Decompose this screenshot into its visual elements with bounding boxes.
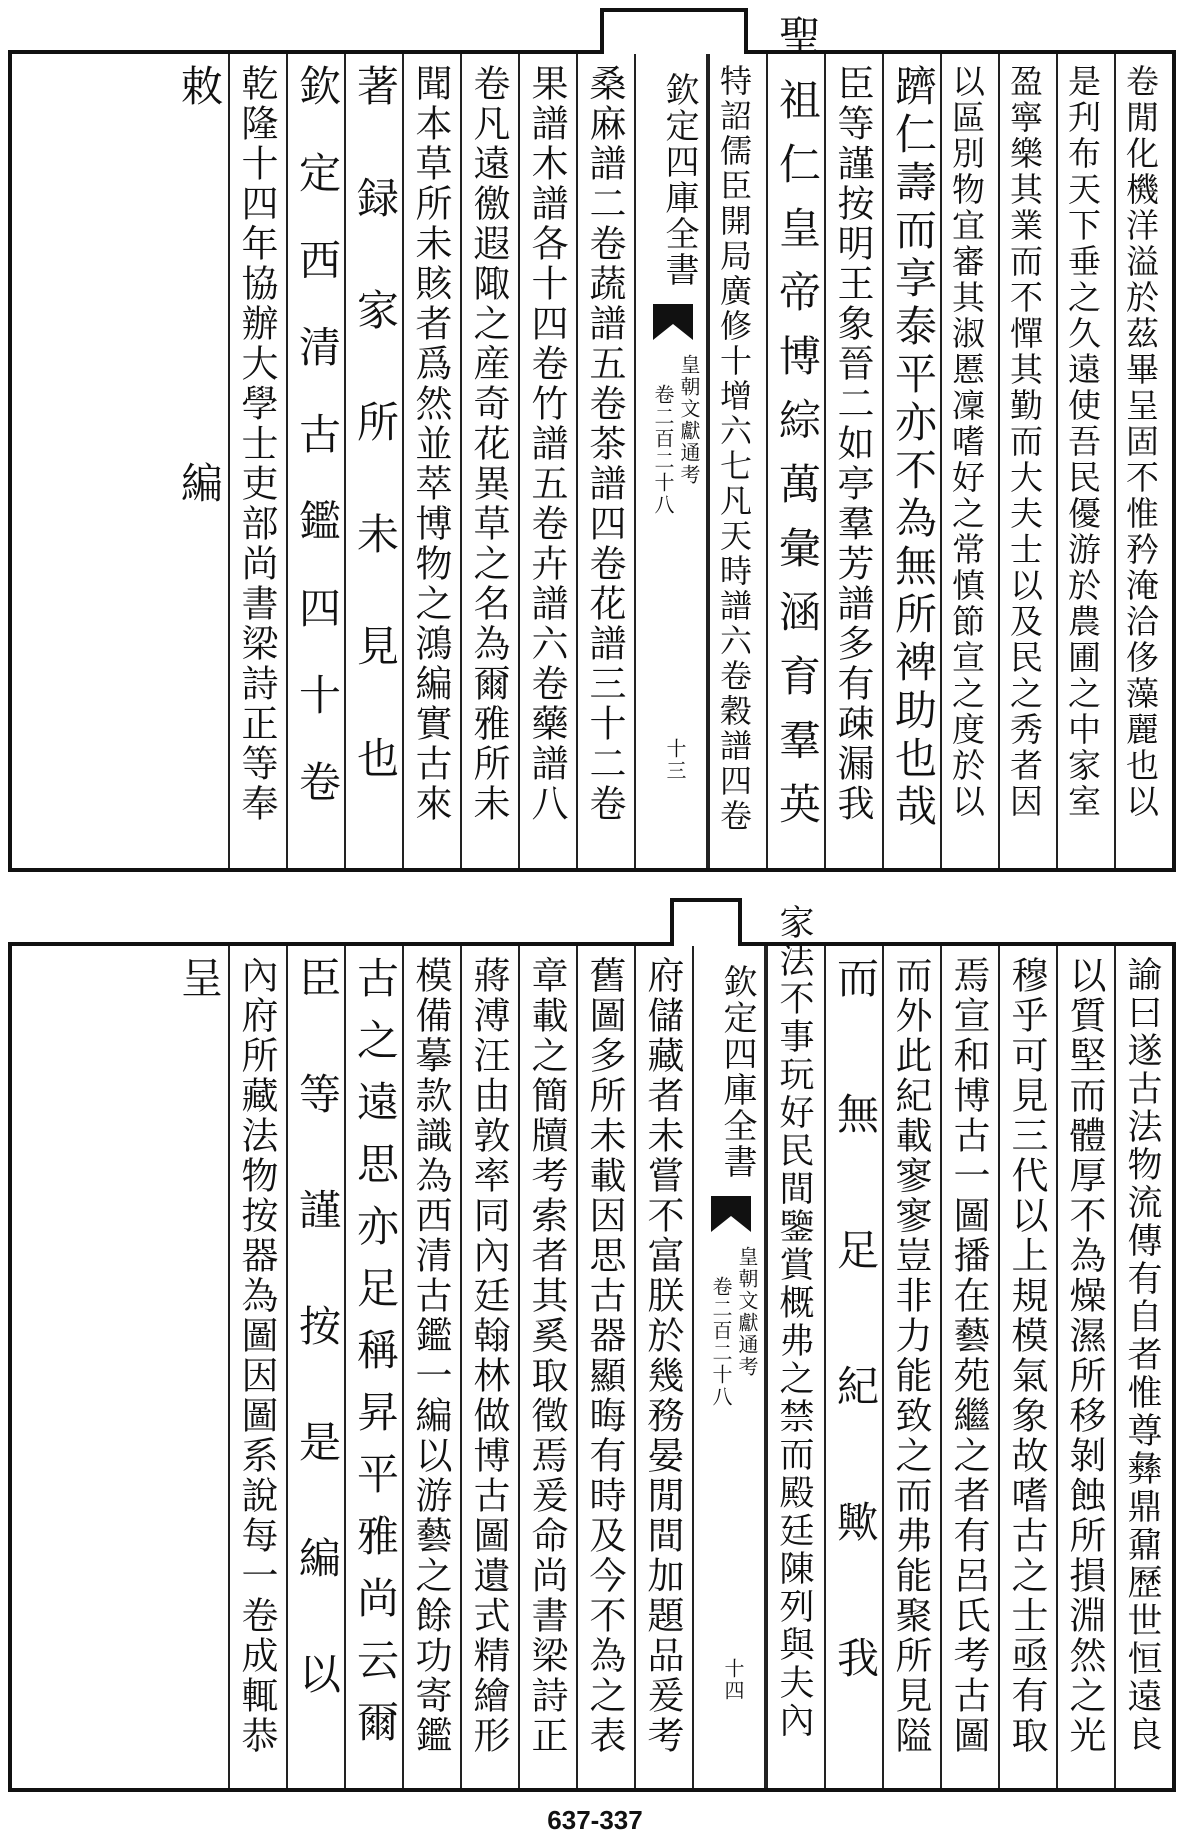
column-text: 敕編 [175,64,224,858]
fold-leaf-number: 十三 [663,738,687,782]
column-text: 而外此紀載寥寥豈非力能致之而弗能聚所見隘 [889,956,932,1756]
fold-book-title: 皇朝文獻通考 [735,1246,759,1378]
text-column [518,946,576,1788]
fold-juan: 卷二百二十八 [709,1276,733,1408]
text-column [344,946,402,1788]
column-text: 舊圖多所未載因思古器顯晦有時及今不為之表 [583,956,626,1756]
column-text: 著録家所未見也 [351,64,400,848]
column-text: 桑麻譜二卷蔬譜五卷茶譜四卷花譜三十二卷 [583,64,626,824]
column-text: 聖祖仁皇帝博綜萬彙涵育羣英 [773,14,822,846]
column-text: 內府所藏法物按器為圖因圖系說每一卷成輒恭 [235,956,278,1756]
column-text: 特詔儒臣開局廣修十增六七凡天時譜六卷穀譜四卷 [715,64,753,834]
column-text: 諭曰遂古法物流傳有自者惟尊彝鼎鼐歷世恒遠良 [1122,956,1162,1754]
fold-book-title: 皇朝文獻通考 [677,354,701,486]
column-text: 而無足紀歟我 [831,956,880,1772]
text-column [766,904,824,1788]
column-text: 章載之簡牘考索者其奚取徵焉爰命尚書梁詩正 [525,956,568,1756]
column-text: 模備摹款識為西清古鑑一編以游藝之餘功寄鑑 [409,956,452,1756]
column-text: 以質堅而體厚不為燥濕所移剝蝕所損淵然之光 [1063,956,1106,1756]
text-column [402,946,460,1788]
column-text: 躋仁壽而享泰平亦不為無所裨助也哉 [889,64,938,832]
text-column [576,946,634,1788]
fishtail-mark-icon [711,1196,751,1232]
column-text: 以區別物宜審其淑慝凜嗜好之常慎節宣之度於以 [947,64,986,820]
text-column [170,946,228,1788]
fold-title: 欽定四庫全書 [659,72,699,288]
text-column [1114,946,1172,1788]
column-text: 盈寧樂其業而不憚其勤而大夫士以及民之秀者因 [1005,64,1044,820]
text-column [1056,946,1114,1788]
column-text: 是刋布天下垂之久遠使吾民優游於農圃之中家室 [1063,64,1102,820]
column-text: 卷凡遠徼遐陬之産奇花異草之名為爾雅所未 [467,64,510,824]
text-column [228,946,286,1788]
column-text: 臣等謹按是編以 [293,956,342,1768]
column-text: 臣等謹按明王象晉二如亭羣芳譜多有疎漏我 [831,64,874,824]
text-column [460,946,518,1788]
column-text: 乾隆十四年協辦大學士吏部尚書梁詩正等奉 [235,64,278,824]
column-text: 欽定西清古鑑四十卷 [293,64,342,847]
text-column [286,946,344,1788]
column-text: 果譜木譜各十四卷竹譜五卷卉譜六卷藥譜八 [525,64,568,824]
text-column [824,946,882,1788]
fold-juan: 卷二百二十八 [651,384,675,516]
column-text: 卷閒化機洋溢於茲畢呈固不惟矜淹洽侈藻麗也以 [1121,64,1160,820]
text-column [998,946,1056,1788]
column-text: 古之遠思亦足稱昇平雅尚云爾 [351,956,400,1762]
column-text: 穆乎可見三代以上規模氣象故嗜古之士亟有取 [1005,956,1048,1756]
column-text: 焉宣和博古一圖播在藝苑繼之者有呂氏考古圖 [947,956,990,1756]
text-column [882,946,940,1788]
fold-title: 欽定四庫全書 [717,964,757,1180]
text-column [634,946,692,1788]
column-text: 呈 [175,956,224,1779]
column-text: 聞本草所未賅者爲然並萃博物之鴻編實古來 [409,64,452,824]
fold-column [692,946,766,1788]
page-number: 637-337 [547,1805,643,1835]
column-text: 府儲藏者未嘗不富朕於幾務晏閒間加題品爰考 [641,956,684,1756]
fold-leaf-number: 十四 [721,1658,745,1702]
column-text: 蔣溥汪由敦率同內廷翰林做博古圖遺式精繪形 [467,956,510,1756]
column-text: 家法不事玩好民間鑒賞概弗之禁而殿廷陳列與夫內 [774,904,814,1740]
text-column [940,946,998,1788]
